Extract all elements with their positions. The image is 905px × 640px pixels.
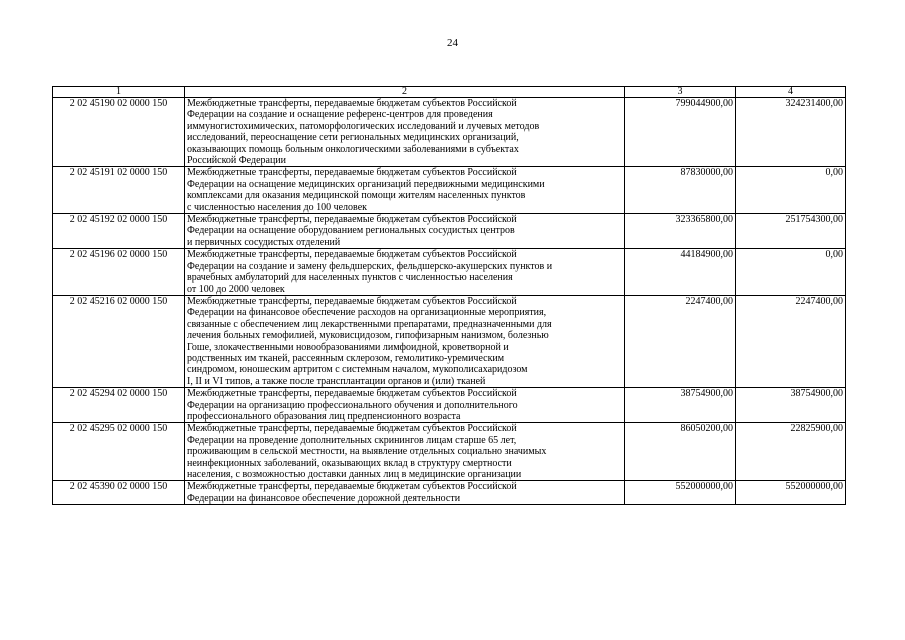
row-description: Межбюджетные трансферты, передаваемые бюджетам субъектов Российской Федерации на создание и замену фельдшерских, фельдшерско-акушерских пунктов и врачебных амбулаторий для населенных пунктов с численностью населения от 100 до 2000 человек (185, 249, 625, 296)
amount-col-3: 2247400,00 (625, 295, 736, 387)
budget-code: 2 02 45216 02 0000 150 (53, 295, 185, 387)
row-description: Межбюджетные трансферты, передаваемые бюджетам субъектов Российской Федерации на организацию профессионального обучения и дополнительного профессионального образования лиц предпенсионного возраста (185, 388, 625, 423)
amount-col-3: 87830000,00 (625, 167, 736, 214)
amount-col-4: 0,00 (736, 167, 846, 214)
amount-col-4: 2247400,00 (736, 295, 846, 387)
column-header-2: 2 (185, 87, 625, 98)
table-row (53, 388, 846, 423)
amount-col-3: 38754900,00 (625, 388, 736, 423)
page-number: 24 (447, 37, 458, 49)
row-description: Межбюджетные трансферты, передаваемые бюджетам субъектов Российской Федерации на создание и оснащение референс-центров для проведения иммуногистохимических, патоморфологических исследований и лучевых методов исследований, переоснащение сети региональных медицинских организаций, оказывающих помощь больным онкологическими заболеваниями в субъектах Российской Федерации (185, 98, 625, 167)
table-row (53, 214, 846, 249)
table-row (53, 98, 846, 167)
row-description: Межбюджетные трансферты, передаваемые бюджетам субъектов Российской Федерации на финансовое обеспечение дорожной деятельности (185, 481, 625, 505)
table-row (53, 249, 846, 296)
amount-col-4: 552000000,00 (736, 481, 846, 505)
header-row (53, 87, 846, 98)
table-row (53, 481, 846, 505)
budget-code: 2 02 45196 02 0000 150 (53, 249, 185, 296)
column-header-3: 3 (625, 87, 736, 98)
amount-col-3: 86050200,00 (625, 423, 736, 481)
amount-col-4: 22825900,00 (736, 423, 846, 481)
budget-code: 2 02 45190 02 0000 150 (53, 98, 185, 167)
amount-col-4: 0,00 (736, 249, 846, 296)
amount-col-4: 38754900,00 (736, 388, 846, 423)
row-description: Межбюджетные трансферты, передаваемые бюджетам субъектов Российской Федерации на проведение дополнительных скринингов лицам старше 65 лет, проживающим в сельской местности, на выявление отдельных социально значимых неинфекционных заболеваний, оказывающих вклад в структуру смертности населения, с возможностью доставки данных лиц в медицинские организации (185, 423, 625, 481)
budget-table (52, 86, 846, 505)
table-row (53, 167, 846, 214)
amount-col-3: 323365800,00 (625, 214, 736, 249)
row-description: Межбюджетные трансферты, передаваемые бюджетам субъектов Российской Федерации на оснащение медицинских организаций передвижными медицинскими комплексами для оказания медицинской помощи жителям населенных пунктов с численностью населения до 100 человек (185, 167, 625, 214)
amount-col-3: 552000000,00 (625, 481, 736, 505)
budget-code: 2 02 45295 02 0000 150 (53, 423, 185, 481)
row-description: Межбюджетные трансферты, передаваемые бюджетам субъектов Российской Федерации на финансовое обеспечение расходов на организационные мероприятия, связанные с обеспечением лиц лекарственными препаратами, предназначенными для лечения больных гемофилией, муковисцидозом, гипофизарным нанизмом, болезнью Гоше, злокачественными новообразованиями лимфоидной, кроветворной и родственных им тканей, рассеянным склерозом, гемолитико-уремическим синдромом, юношеским артритом с системным началом, мукополисахаридозом I, II и VI типов, а также после трансплантации органов и (или) тканей (185, 295, 625, 387)
table-row (53, 295, 846, 387)
amount-col-3: 44184900,00 (625, 249, 736, 296)
table-body (53, 98, 846, 505)
amount-col-3: 799044900,00 (625, 98, 736, 167)
table-header (53, 87, 846, 98)
column-header-1: 1 (53, 87, 185, 98)
budget-code: 2 02 45191 02 0000 150 (53, 167, 185, 214)
budget-code: 2 02 45294 02 0000 150 (53, 388, 185, 423)
budget-code: 2 02 45192 02 0000 150 (53, 214, 185, 249)
column-header-4: 4 (736, 87, 846, 98)
table-row (53, 423, 846, 481)
amount-col-4: 324231400,00 (736, 98, 846, 167)
amount-col-4: 251754300,00 (736, 214, 846, 249)
row-description: Межбюджетные трансферты, передаваемые бюджетам субъектов Российской Федерации на оснащение оборудованием региональных сосудистых центров и первичных сосудистых отделений (185, 214, 625, 249)
budget-code: 2 02 45390 02 0000 150 (53, 481, 185, 505)
